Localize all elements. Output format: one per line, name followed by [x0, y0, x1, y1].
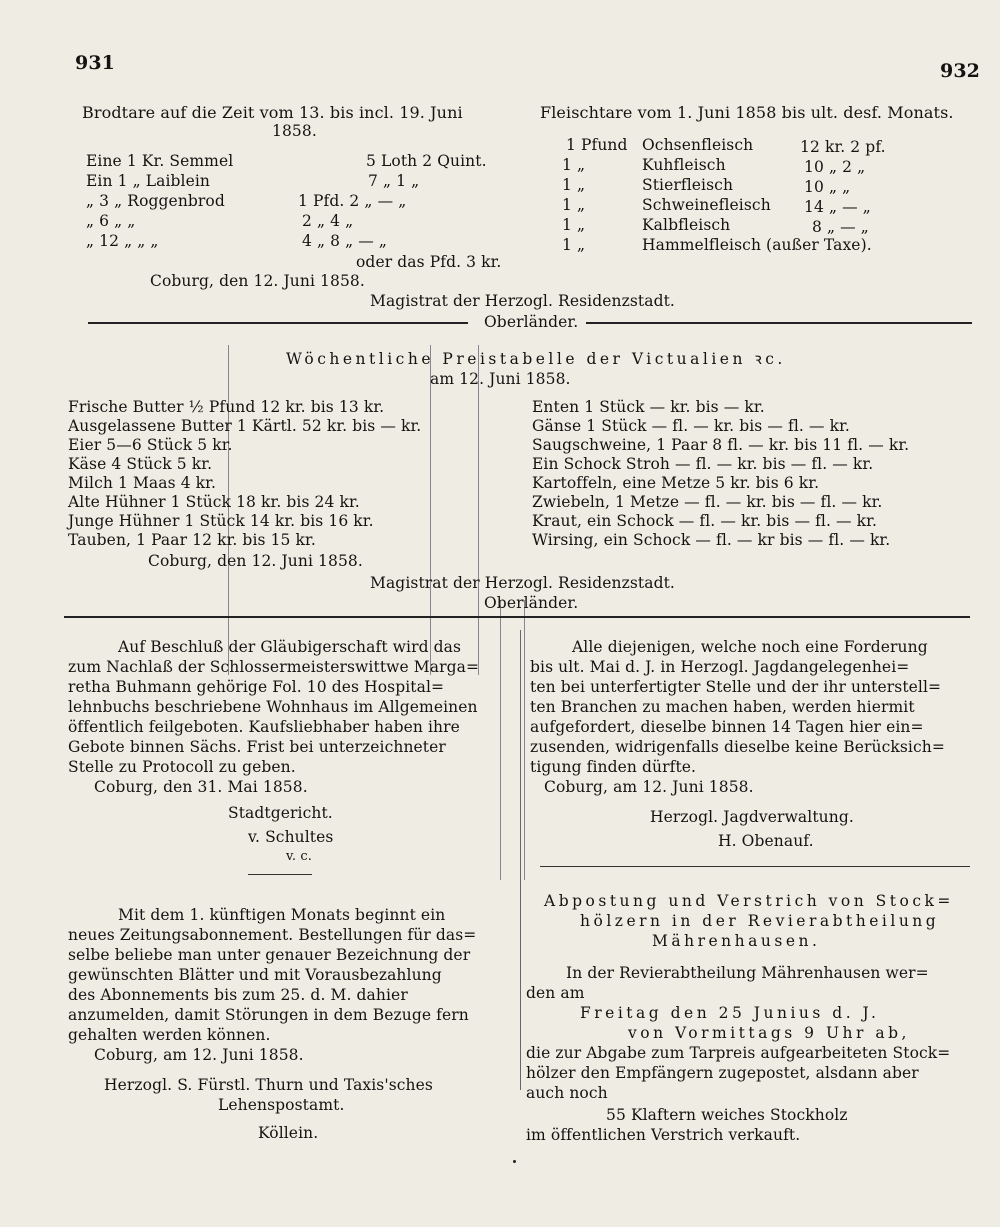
meat-row-price: 8 „ — „ [812, 218, 869, 236]
prices-heading-date: am 12. Juni 1858. [430, 370, 571, 388]
subscription-line: gehalten werden können. [68, 1026, 271, 1044]
price-item: Junge Hühner 1 Stück 14 kr. bis 16 kr. [68, 512, 374, 530]
prices-date: Coburg, den 12. Juni 1858. [148, 552, 363, 570]
wood-line: 55 Klaftern weiches Stockholz [606, 1106, 848, 1124]
section-divider [88, 322, 468, 324]
bleed-line [524, 600, 525, 880]
hunt-line: Alle diejenigen, welche noch eine Forderung [572, 638, 928, 656]
price-item: Kraut, ein Schock — fl. — kr. bis — fl. — kr. [532, 512, 877, 530]
section-divider [540, 866, 970, 867]
bread-row-weight: 7 „ 1 „ [368, 172, 420, 190]
subscription-line: selbe beliebe man unter genauer Bezeichnung der [68, 946, 471, 964]
wood-line: hölzer den Empfängern zugepostet, alsdann aber [526, 1064, 919, 1082]
auction-line: zum Nachlaß der Schlossermeisterswittwe Marga= [68, 658, 480, 676]
bleed-line [478, 345, 479, 675]
price-item: Tauben, 1 Paar 12 kr. bis 15 kr. [68, 531, 316, 549]
price-item: Gänse 1 Stück — fl. — kr. bis — fl. — kr. [532, 417, 850, 435]
auction-line: Stelle zu Protocoll zu geben. [68, 758, 296, 776]
subscription-line: des Abonnements bis zum 25. d. M. dahier [68, 986, 408, 1004]
magistrate-signature: Magistrat der Herzogl. Residenzstadt. [370, 292, 675, 310]
wood-title: Mährenhausen. [652, 932, 821, 950]
meat-row-qty: 1 „ [562, 236, 586, 254]
meat-heading: Fleischtare vom 1. Juni 1858 bis ult. desf. Monats. [540, 103, 954, 122]
wood-line: im öffentlichen Verstrich verkauft. [526, 1126, 801, 1144]
price-item: Ausgelassene Butter 1 Kärtl. 52 kr. bis — kr. [68, 417, 422, 435]
meat-row-item: Hammelfleisch (außer Taxe). [642, 236, 872, 254]
bread-extra: oder das Pfd. 3 kr. [356, 253, 502, 271]
prices-heading: Wöchentliche Preistabelle der Victualien ꝛc. [286, 350, 786, 368]
auction-line: Auf Beschluß der Gläubigerschaft wird das [118, 638, 462, 656]
wood-line: den am [526, 984, 585, 1002]
subscription-line: Mit dem 1. künftigen Monats beginnt ein [118, 906, 446, 924]
price-item: Ein Schock Stroh — fl. — kr. bis — fl. — kr. [532, 455, 874, 473]
meat-row-item: Ochsenfleisch [642, 136, 754, 154]
auction-underline [248, 874, 312, 875]
subscription-line: gewünschten Blätter und mit Vorausbezahlung [68, 966, 442, 984]
bleed-line [430, 345, 431, 675]
bread-row-weight: 2 „ 4 „ [302, 212, 354, 230]
hunt-authority: Herzogl. Jagdverwaltung. [650, 808, 854, 826]
meat-row-qty: 1 Pfund [566, 136, 628, 154]
meat-row-price: 10 „ 2 „ [804, 158, 866, 176]
meat-row-item: Kalbfleisch [642, 216, 731, 234]
subscription-line: neues Zeitungsabonnement. Bestellungen für das= [68, 926, 477, 944]
subscription-authority: Herzogl. S. Fürstl. Thurn und Taxis'sches [104, 1076, 433, 1094]
subscription-signer: Köllein. [258, 1124, 319, 1142]
bread-row-weight: 4 „ 8 „ — „ [302, 232, 388, 250]
price-item: Alte Hühner 1 Stück 18 kr. bis 24 kr. [68, 493, 360, 511]
bread-row-item: „ 3 „ Roggenbrod [86, 192, 225, 210]
section-divider [64, 616, 970, 618]
wood-line: auch noch [526, 1084, 608, 1102]
bread-heading-year: 1858. [272, 122, 317, 140]
bread-row-item: „ 12 „ „ „ [86, 232, 159, 250]
hunt-line: zusenden, widrigenfalls dieselbe keine Berücksich= [530, 738, 945, 756]
price-item: Saugschweine, 1 Paar 8 fl. — kr. bis 11 fl. — kr. [532, 436, 910, 454]
hunt-line: ten Branchen zu machen haben, werden hiermit [530, 698, 915, 716]
auction-line: lehnbuchs beschriebene Wohnhaus im Allgemeinen [68, 698, 478, 716]
price-item: Frische Butter ½ Pfund 12 kr. bis 13 kr. [68, 398, 385, 416]
hunt-date: Coburg, am 12. Juni 1858. [544, 778, 754, 796]
meat-row-qty: 1 „ [562, 216, 586, 234]
auction-signer-abbrev: v. c. [286, 849, 312, 864]
price-item: Eier 5—6 Stück 5 kr. [68, 436, 233, 454]
bleed-line [500, 600, 501, 880]
bread-date: Coburg, den 12. Juni 1858. [150, 272, 365, 290]
bread-row-item: Eine 1 Kr. Semmel [86, 152, 234, 170]
auction-line: Gebote binnen Sächs. Frist bei unterzeichneter [68, 738, 446, 756]
meat-row-price: 14 „ — „ [804, 198, 871, 216]
column-divider [520, 630, 521, 1090]
hunt-line: bis ult. Mai d. J. in Herzogl. Jagdangelegenhei= [530, 658, 910, 676]
meat-row-item: Stierfleisch [642, 176, 734, 194]
auction-line: retha Buhmann gehörige Fol. 10 des Hospital= [68, 678, 445, 696]
bread-row-item: Ein 1 „ Laiblein [86, 172, 211, 190]
hunt-line: tigung finden dürfte. [530, 758, 697, 776]
subscription-line: anzumelden, damit Störungen in dem Bezuge fern [68, 1006, 469, 1024]
hunt-line: aufgefordert, dieselbe binnen 14 Tagen hier ein= [530, 718, 924, 736]
wood-time: von Vormittags 9 Uhr ab, [628, 1024, 910, 1042]
wood-line: In der Revierabtheilung Mährenhausen wer= [566, 964, 929, 982]
bread-row-item: „ 6 „ „ [86, 212, 136, 230]
price-item: Kartoffeln, eine Metze 5 kr. bis 6 kr. [532, 474, 820, 492]
bread-row-weight: 1 Pfd. 2 „ — „ [298, 192, 407, 210]
wood-date: Freitag den 25 Junius d. J. [580, 1004, 880, 1022]
meat-row-price: 12 kr. 2 pf. [800, 138, 886, 156]
magistrate-signature: Magistrat der Herzogl. Residenzstadt. [370, 574, 675, 592]
hunt-line: ten bei unterfertigter Stelle und der ihr unterstell= [530, 678, 942, 696]
page-number-left: 931 [75, 52, 115, 74]
subscription-date: Coburg, am 12. Juni 1858. [94, 1046, 304, 1064]
magistrate-name: Oberländer. [484, 313, 579, 331]
price-item: Milch 1 Maas 4 kr. [68, 474, 217, 492]
meat-row-item: Schweinefleisch [642, 196, 771, 214]
price-item: Wirsing, ein Schock — fl. — kr bis — fl. — kr. [532, 531, 891, 549]
auction-date: Coburg, den 31. Mai 1858. [94, 778, 308, 796]
meat-row-item: Kuhfleisch [642, 156, 726, 174]
auction-signer: v. Schultes [248, 828, 334, 846]
price-item: Käse 4 Stück 5 kr. [68, 455, 213, 473]
section-divider [586, 322, 972, 324]
meat-row-qty: 1 „ [562, 196, 586, 214]
page-number-right: 932 [940, 60, 980, 82]
meat-row-qty: 1 „ [562, 156, 586, 174]
magistrate-name: Oberländer. [484, 594, 579, 612]
price-item: Zwiebeln, 1 Metze — fl. — kr. bis — fl. — kr. [532, 493, 883, 511]
bread-heading: Brodtare auf die Zeit vom 13. bis incl. 19. Juni [82, 103, 463, 122]
auction-line: öffentlich feilgeboten. Kaufsliebhaber haben ihre [68, 718, 460, 736]
auction-authority: Stadtgericht. [228, 804, 333, 822]
printer-mark [513, 1160, 516, 1163]
meat-row-price: 10 „ „ [804, 178, 851, 196]
wood-title: hölzern in der Revierabtheilung [580, 912, 940, 930]
price-item: Enten 1 Stück — kr. bis — kr. [532, 398, 765, 416]
wood-title: Abpostung und Verstrich von Stock= [544, 892, 954, 910]
bread-row-weight: 5 Loth 2 Quint. [366, 152, 487, 170]
hunt-signer: H. Obenauf. [718, 832, 814, 850]
subscription-office: Lehenspostamt. [218, 1096, 345, 1114]
meat-row-qty: 1 „ [562, 176, 586, 194]
wood-line: die zur Abgabe zum Tarpreis aufgearbeiteten Stock= [526, 1044, 951, 1062]
